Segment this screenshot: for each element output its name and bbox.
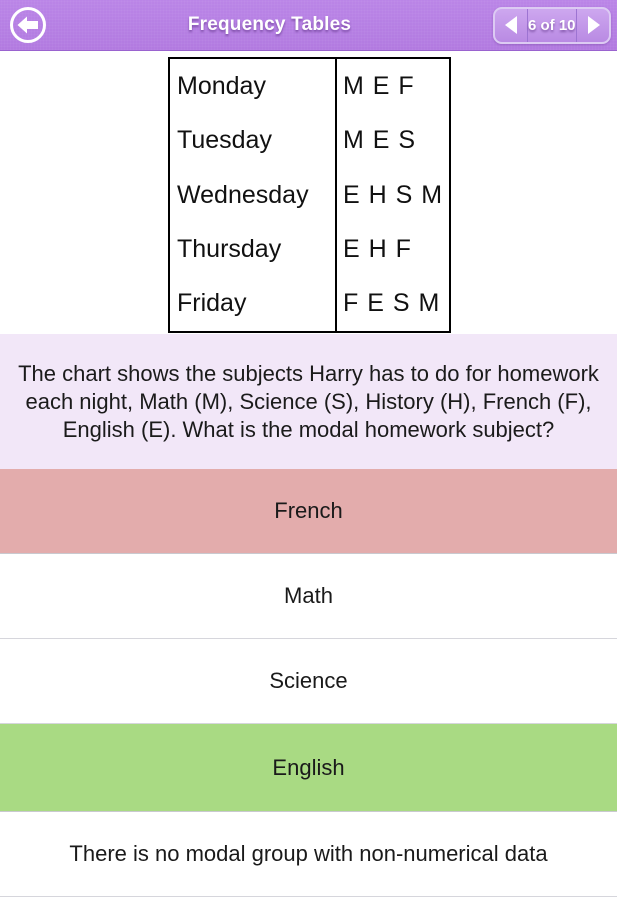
table-section bbox=[0, 51, 617, 334]
day-cell: Wednesday bbox=[170, 168, 337, 222]
back-arrow-icon bbox=[8, 5, 48, 45]
answer-option-science[interactable]: Science bbox=[0, 639, 617, 724]
question-text: The chart shows the subjects Harry has to do for homework each night, Math (M), Science (S), History (H), French (F), English (E). What is the modal homework subject? bbox=[0, 334, 617, 469]
day-cell: Friday bbox=[170, 277, 337, 331]
day-cell: Thursday bbox=[170, 222, 337, 276]
answer-option-french[interactable]: French bbox=[0, 469, 617, 554]
subjects-cell: M E F bbox=[343, 71, 415, 100]
pager-next-button[interactable] bbox=[576, 9, 611, 42]
table-row bbox=[170, 168, 449, 222]
subjects-cell: E H F bbox=[343, 234, 412, 263]
answer-option-english[interactable]: English bbox=[0, 724, 617, 812]
answer-option-math[interactable]: Math bbox=[0, 554, 617, 639]
day-cell: Monday bbox=[170, 59, 337, 113]
table-row bbox=[170, 277, 449, 331]
back-button[interactable] bbox=[6, 3, 50, 47]
subjects-cell: F E S M bbox=[343, 289, 441, 318]
table-row bbox=[170, 113, 449, 167]
answer-option-no-modal[interactable]: There is no modal group with non-numerical data bbox=[0, 812, 617, 897]
header-bar bbox=[0, 0, 617, 51]
subjects-cell: E H S M bbox=[343, 180, 444, 209]
answer-options bbox=[0, 469, 617, 900]
chevron-right-icon bbox=[584, 14, 604, 36]
pager-prev-button[interactable] bbox=[495, 9, 528, 42]
page-title: Frequency Tables bbox=[187, 14, 352, 35]
pager-count: 6 of 10 bbox=[528, 16, 576, 34]
day-cell: Tuesday bbox=[170, 113, 337, 167]
chevron-left-icon bbox=[501, 14, 521, 36]
table-row bbox=[170, 222, 449, 276]
pager bbox=[493, 7, 611, 44]
table-row bbox=[170, 59, 449, 113]
subjects-cell: M E S bbox=[343, 126, 417, 155]
homework-table bbox=[168, 57, 451, 333]
